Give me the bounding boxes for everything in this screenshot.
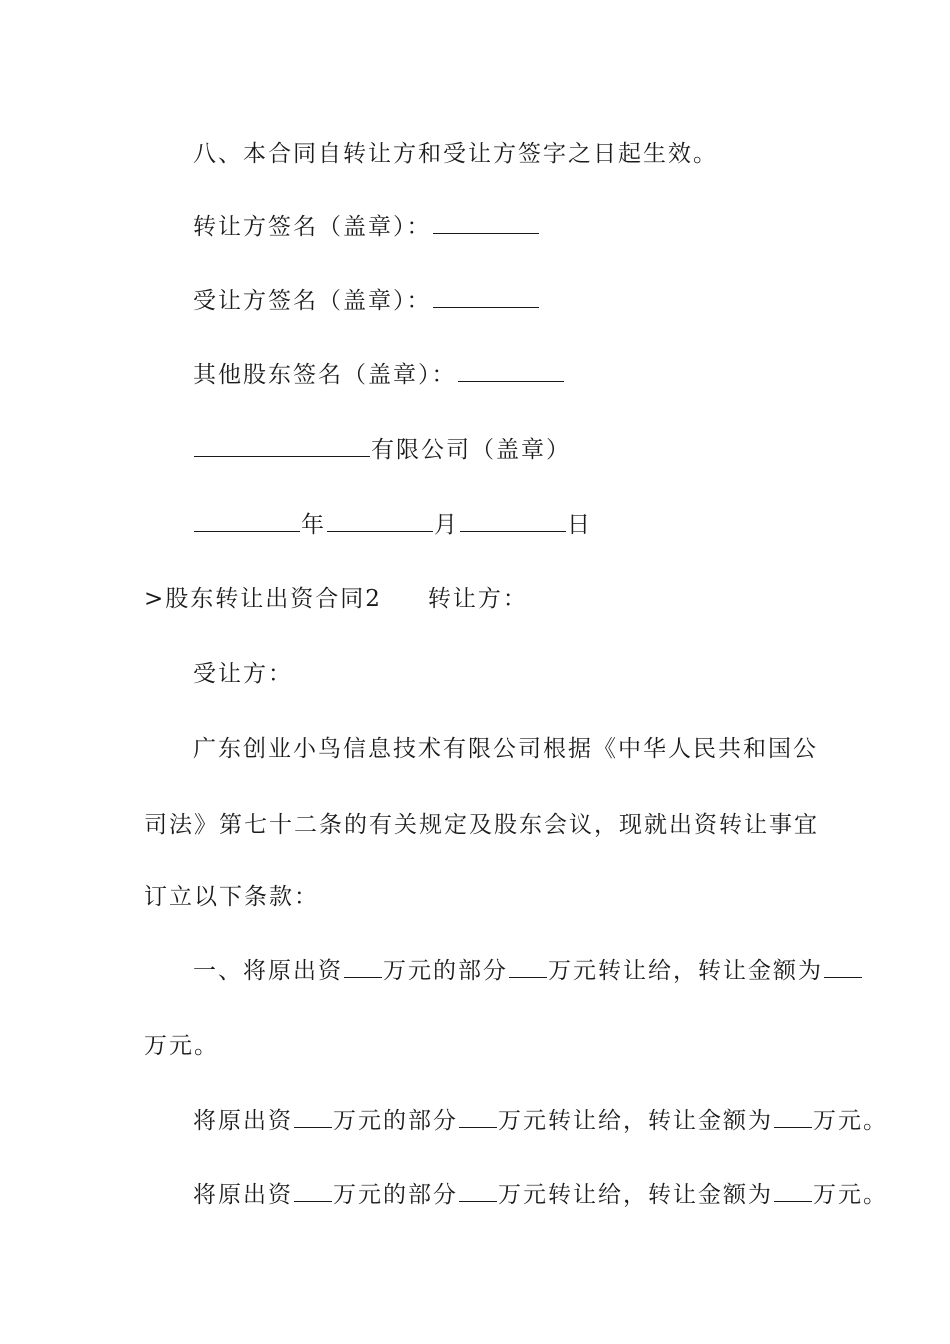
transfer-amount-blank xyxy=(824,957,862,978)
transfer-item-part-3: 万元转让给，转让金额为 xyxy=(498,1108,773,1134)
transferee-signature-label: 受让方签名（盖章）： xyxy=(193,288,432,314)
transfer-item-2 xyxy=(193,1180,888,1210)
transferor-signature-line xyxy=(193,212,540,242)
transfer-item-part-1: 将原出资 xyxy=(193,1182,293,1208)
transfer-item-part-1: 将原出资 xyxy=(193,1108,293,1134)
contract-2-heading-line xyxy=(144,584,528,614)
transferred-capital-blank xyxy=(459,1181,497,1202)
transferred-capital-blank xyxy=(509,957,547,978)
clause-1-continuation: 万元。 xyxy=(144,1033,219,1059)
year-label: 年 xyxy=(301,512,326,538)
transfer-item-part-2: 万元的部分 xyxy=(333,1108,458,1134)
preamble-line-2: 司法》第七十二条的有关规定及股东会议，现就出资转让事宜 xyxy=(144,812,819,838)
transfer-amount-blank xyxy=(774,1107,812,1128)
clause-8: 八、本合同自转让方和受让方签字之日起生效。 xyxy=(193,141,718,167)
transferor-signature-blank xyxy=(433,213,539,234)
company-seal-label: 有限公司（盖章） xyxy=(371,437,571,463)
clause-1-part-3: 万元转让给，转让金额为 xyxy=(548,958,823,984)
original-capital-blank xyxy=(344,957,382,978)
contract-2-transferor-label: 转让方： xyxy=(427,586,528,612)
preamble-line-1: 广东创业小鸟信息技术有限公司根据《中华人民共和国公 xyxy=(193,736,818,762)
other-shareholders-signature-label: 其他股东签名（盖章）： xyxy=(193,362,457,388)
other-shareholders-signature-blank xyxy=(458,361,564,382)
preamble-line-3: 订立以下条款： xyxy=(144,884,319,910)
day-label: 日 xyxy=(567,512,592,538)
clause-1-part-2: 万元的部分 xyxy=(383,958,508,984)
company-seal-line xyxy=(193,435,571,465)
transfer-item-part-3: 万元转让给，转让金额为 xyxy=(498,1182,773,1208)
transferee-signature-blank xyxy=(433,287,539,308)
company-name-blank xyxy=(194,436,370,457)
month-blank xyxy=(327,511,433,532)
contract-2-title: >股东转让出资合同2 xyxy=(144,586,382,612)
transferor-signature-label: 转让方签名（盖章）： xyxy=(193,214,432,240)
clause-1-part-1: 一、将原出资 xyxy=(193,958,343,984)
transfer-item-part-4: 万元。 xyxy=(813,1108,888,1134)
transfer-item-part-2: 万元的部分 xyxy=(333,1182,458,1208)
transferred-capital-blank xyxy=(459,1107,497,1128)
original-capital-blank xyxy=(294,1181,332,1202)
other-shareholders-signature-line xyxy=(193,360,565,390)
transfer-item-1 xyxy=(193,1106,888,1136)
transferee-signature-line xyxy=(193,286,540,316)
transfer-item-part-4: 万元。 xyxy=(813,1182,888,1208)
clause-1-line xyxy=(193,956,863,986)
contract-2-transferee-label: 受让方： xyxy=(193,661,293,687)
original-capital-blank xyxy=(294,1107,332,1128)
year-blank xyxy=(194,511,300,532)
month-label: 月 xyxy=(434,512,459,538)
transfer-amount-blank xyxy=(774,1181,812,1202)
day-blank xyxy=(460,511,566,532)
date-line xyxy=(193,510,592,540)
